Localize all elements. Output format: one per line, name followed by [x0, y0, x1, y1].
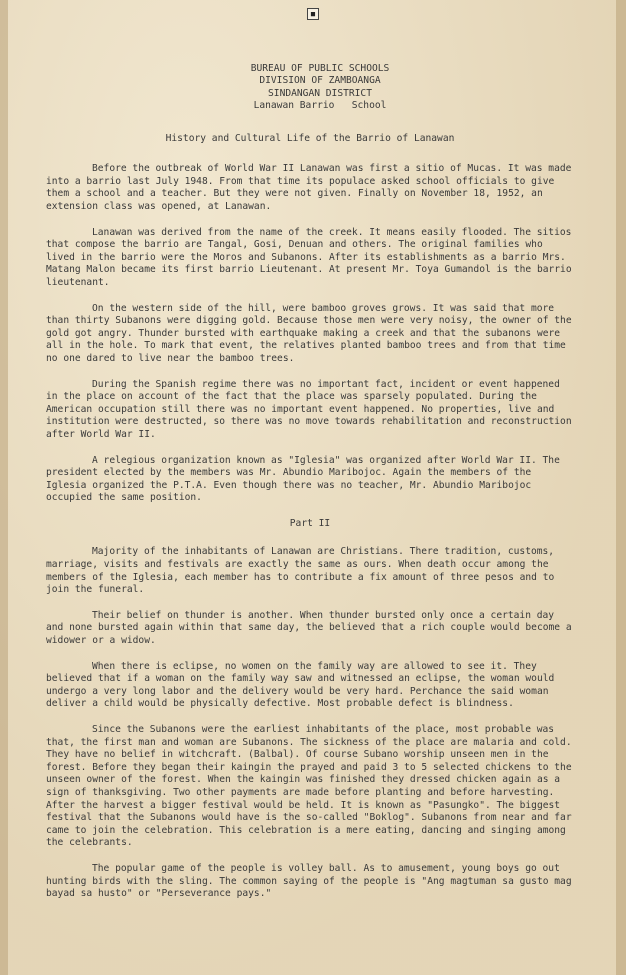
part-heading: Part II [289, 517, 331, 529]
paragraph-thunder-belief: Their belief on thunder is another. When thunder bursted only once a certain day and none bursted again within that same day, the believed that a rich couple would become a widower or a widow. [46, 609, 572, 647]
page-left-edge [0, 0, 8, 975]
header-division: DIVISION OF ZAMBOANGA [259, 75, 381, 87]
binder-hole-marker: ■ [307, 8, 319, 20]
paragraph-historical-periods: During the Spanish regime there was no important fact, incident or event happened in the place on account of the fact that the place was sparsely populated. During the American occupation still there was no important event happened. No properties, live and institution were destructed, so there was no move towards rehabilitation and reconstruction after World War II. [46, 378, 572, 440]
page-right-edge [616, 0, 626, 975]
paragraph-subanon-customs: Since the Subanons were the earliest inhabitants of the place, most probable was that, the first man and woman are Subanons. The sickness of the place are malaria and cold. They have no belief in witchcraft. (Balbal). Of course Subano worship unseen men in the forest. Before they began their kaingin the prayed and paid 3 to 5 selected chickens to the unseen owner of the forest. When the kaingin was finished they dressed chicken again as a sign of thanksgiving. Two other payments are made before planting and before harvesting. After the harvest a bigger festival would be held. It is known as "Pasungko". The biggest festival that the Subanons would have is the so-called "Boklog". Subanons from near and far came to join the celebration. This celebration is a mere eating, dancing and singing among the celebrants. [46, 724, 572, 849]
paragraph-traditions: Majority of the inhabitants of Lanawan are Christians. There tradition, customs, marriage, visits and festivals are exactly the same as ours. When death occur among the members of the Iglesia, each member has to contribute a fix amount of three pesos and to join the funeral. [46, 546, 555, 596]
paragraph-bamboo-legend: On the western side of the hill, were bamboo groves grows. It was said that more than thirty Subanons were digging gold. Because those men were very noisy, the owner of the gold got angry. Thunder bursted with earthquake making a creek and that the subanons were all in the hole. To mark that event, the relatives planted bamboo trees and from that time no one dared to live near the bamboo trees. [46, 302, 572, 364]
document-title: History and Cultural Life of the Barrio of Lanawan [165, 132, 455, 144]
paragraph-iglesia: A relegious organization known as "Iglesia" was organized after World War II. The president elected by the members was Mr. Abundio Maribojoc. Again the members of the Iglesia organized the P.T.A. Even though there was no teacher, Mr. Abundio Maribojoc occupied the same position. [46, 454, 560, 504]
header-bureau: BUREAU OF PUBLIC SCHOOLS [250, 63, 390, 74]
paragraph-eclipse-belief: When there is eclipse, no women on the family way are allowed to see it. They believed that if a woman on the family way saw and witnessed an eclipse, the woman would undergo a very long labor and the delivery would be very hard. Perchance the said woman deliver a child would be physically defective. Most probable defect is blindness. [46, 660, 555, 710]
paragraph-origin: Before the outbreak of World War II Lanawan was first a sitio of Mucas. It was made into a barrio last July 1948. From that time its populace asked school officials to give them a school and a teacher. But they were not given. Finally on November 18, 1952, an extension class was opened, at Lanawan. [46, 163, 572, 212]
header-district: SINDANGAN DISTRICT [268, 87, 372, 99]
header-school: Lanawan Barrio School [253, 100, 387, 112]
paragraph-games-sayings: The popular game of the people is volley ball. As to amusement, young boys go out hunting birds with the sling. The common saying of the people is "Ang magtuman sa gusto mag bayad sa husto" or "Perseverance pays." [46, 862, 572, 900]
document-body [46, 63, 574, 914]
paragraph-name-derivation: Lanawan was derived from the name of the creek. It means easily flooded. The sitios that compose the barrio are Tangal, Gosi, Denuan and others. The original families who lived in the barrio were the Moros and Subanons. After its establishments as a barrio Mrs. Matang Malon became its first barrio Lieutenant. At present Mr. Toya Gumandol is the barrio lieutenant. [46, 226, 572, 288]
